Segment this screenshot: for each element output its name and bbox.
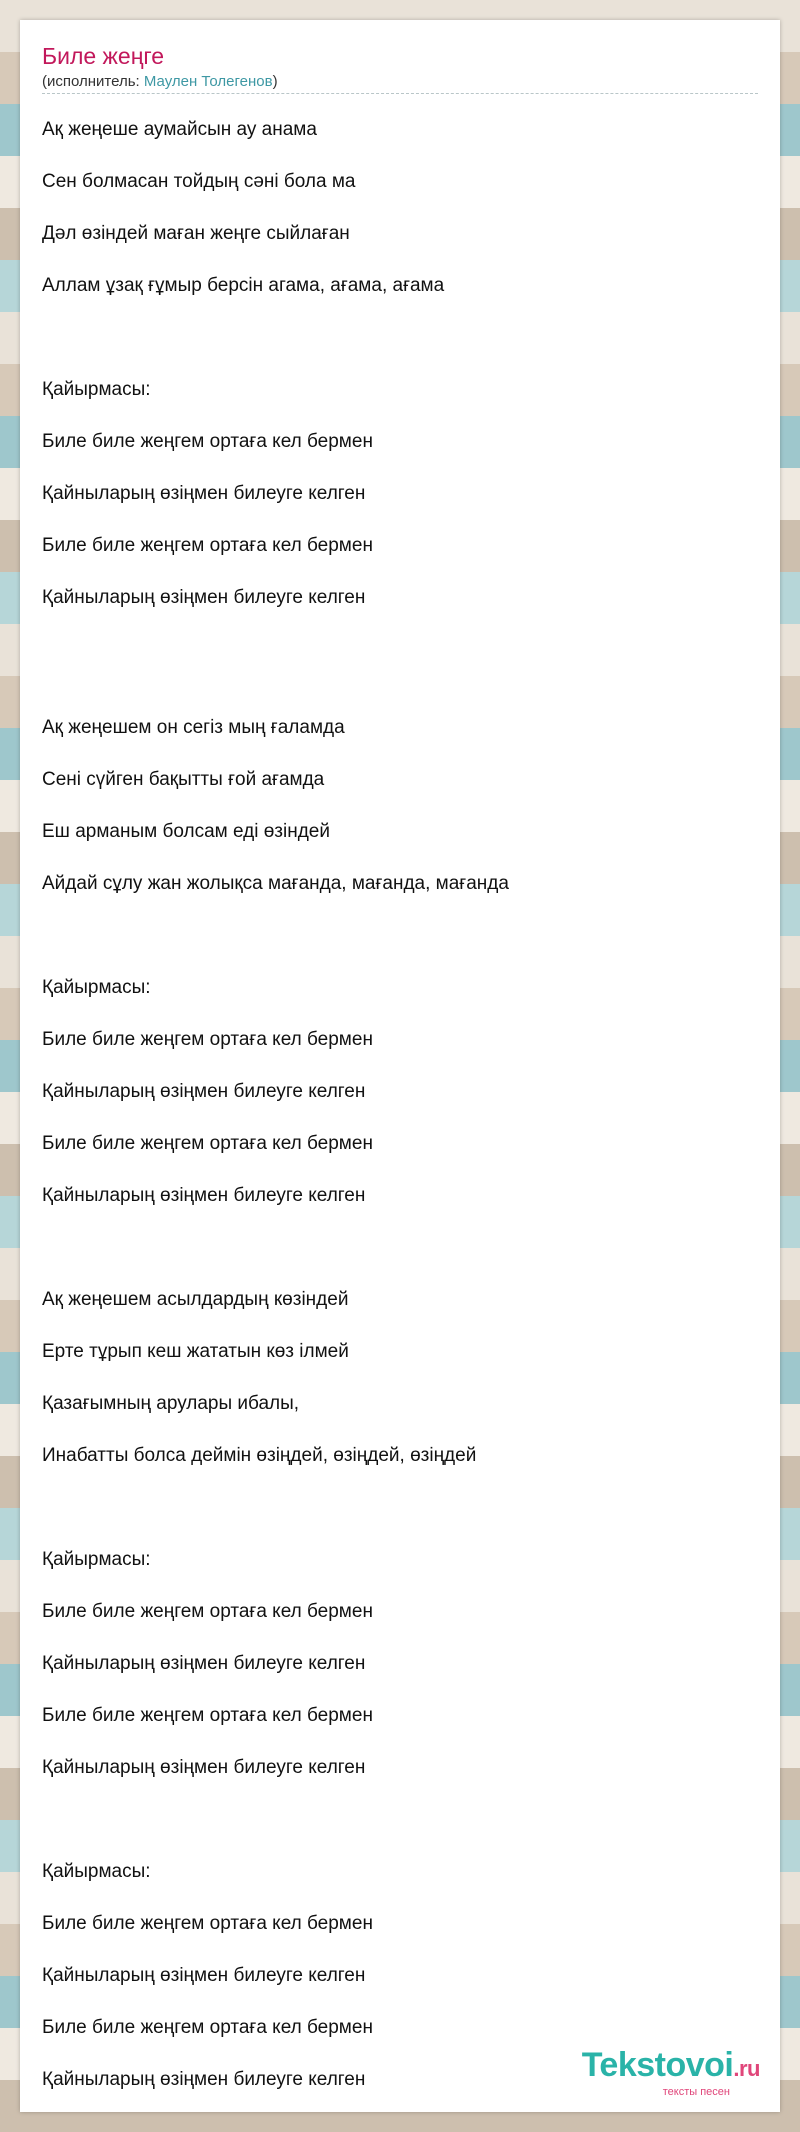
- lyric-line: Қайныларың өзiңмен билеуге келген: [42, 587, 366, 608]
- logo-tld: .ru: [733, 2056, 760, 2081]
- artist-prefix: (исполнитель:: [42, 73, 144, 90]
- stanza-spacer: [42, 1794, 758, 1846]
- lyric-line: Аллам ұзақ ғұмыр берсін агама, ағама, ағама: [42, 275, 445, 296]
- artist-link[interactable]: Маулен Толегенов: [143, 73, 273, 90]
- chorus-2: [42, 962, 758, 1222]
- lyric-line: Ақ жеңеше аумайсын ау анама: [42, 119, 317, 140]
- song-title: Биле жеңге: [42, 43, 165, 69]
- lyric-line: Қазағымның арулары ибалы,: [42, 1393, 300, 1414]
- chorus-1: [42, 364, 758, 624]
- lyric-line: Инабатты болса деймін өзіңдей, өзіңдей, өзіңдей: [42, 1445, 477, 1466]
- verse-3: [42, 1274, 758, 1482]
- stanza-spacer: [42, 1222, 758, 1274]
- artist-line: [42, 73, 758, 94]
- chorus-label: Қайырмасы:: [42, 1549, 151, 1570]
- lyric-line: Қайныларың өзiңмен билеуге келген: [42, 1653, 366, 1674]
- lyric-line: Қайныларың өзiңмен билеуге келген: [42, 1081, 366, 1102]
- lyric-line: Қайныларың өзiңмен билеуге келген: [42, 1965, 366, 1986]
- lyric-line: Биле биле жеңгем ортаға кел бермен: [42, 1133, 373, 1154]
- lyric-line: Қайныларың өзiңмен билеуге келген: [42, 1185, 366, 1206]
- lyric-line: Ерте тұрып кеш жататын көз ілмей: [42, 1341, 349, 1362]
- artist-suffix: ): [272, 73, 278, 90]
- site-logo[interactable]: [582, 2048, 760, 2098]
- lyric-line: Қайныларың өзiңмен билеуге келген: [42, 1757, 366, 1778]
- stanza-spacer: [42, 312, 758, 364]
- lyric-line: Биле биле жеңгем ортаға кел бермен: [42, 1705, 373, 1726]
- lyrics-card: [20, 20, 780, 2112]
- lyric-line: Биле биле жеңгем ортаға кел бермен: [42, 535, 373, 556]
- lyric-line: Биле биле жеңгем ортаға кел бермен: [42, 1913, 373, 1934]
- chorus-label: Қайырмасы:: [42, 977, 151, 998]
- chorus-label: Қайырмасы:: [42, 379, 151, 400]
- lyric-line: Қайныларың өзiңмен билеуге келген: [42, 2069, 366, 2090]
- lyric-line: Айдай сұлу жан жолықса мағанда, мағанда, мағанда: [42, 873, 509, 894]
- stanza-spacer: [42, 624, 758, 702]
- logo-wordmark: [582, 2048, 760, 2086]
- lyric-line: Ақ жеңешем он сегіз мың ғаламда: [42, 717, 345, 738]
- lyric-line: Сен болмасан тойдың сәні бола ма: [42, 171, 356, 192]
- lyric-line: Ақ жеңешем асылдардың көзіндей: [42, 1289, 349, 1310]
- logo-tagline: тексты песен: [662, 2086, 730, 2098]
- lyrics-body: [42, 104, 758, 2106]
- lyric-line: Биле биле жеңгем ортаға кел бермен: [42, 431, 373, 452]
- logo-name: Tekstovoi: [581, 2046, 734, 2084]
- lyric-line: Қайныларың өзiңмен билеуге келген: [42, 483, 366, 504]
- lyric-line: Биле биле жеңгем ортаға кел бермен: [42, 1029, 373, 1050]
- lyric-line: Биле биле жеңгем ортаға кел бермен: [42, 1601, 373, 1622]
- lyric-line: Сені сүйген бақытты ғой ағамда: [42, 769, 325, 790]
- lyric-line: Биле биле жеңгем ортаға кел бермен: [42, 2017, 373, 2038]
- stanza-spacer: [42, 910, 758, 962]
- verse-2: [42, 702, 758, 910]
- chorus-label: Қайырмасы:: [42, 1861, 151, 1882]
- verse-1: [42, 104, 758, 312]
- lyric-line: Дәл өзіндей маған жеңге сыйлаған: [42, 223, 350, 244]
- chorus-3: [42, 1534, 758, 1794]
- lyric-line: Еш арманым болсам еді өзіндей: [42, 821, 330, 842]
- stanza-spacer: [42, 1482, 758, 1534]
